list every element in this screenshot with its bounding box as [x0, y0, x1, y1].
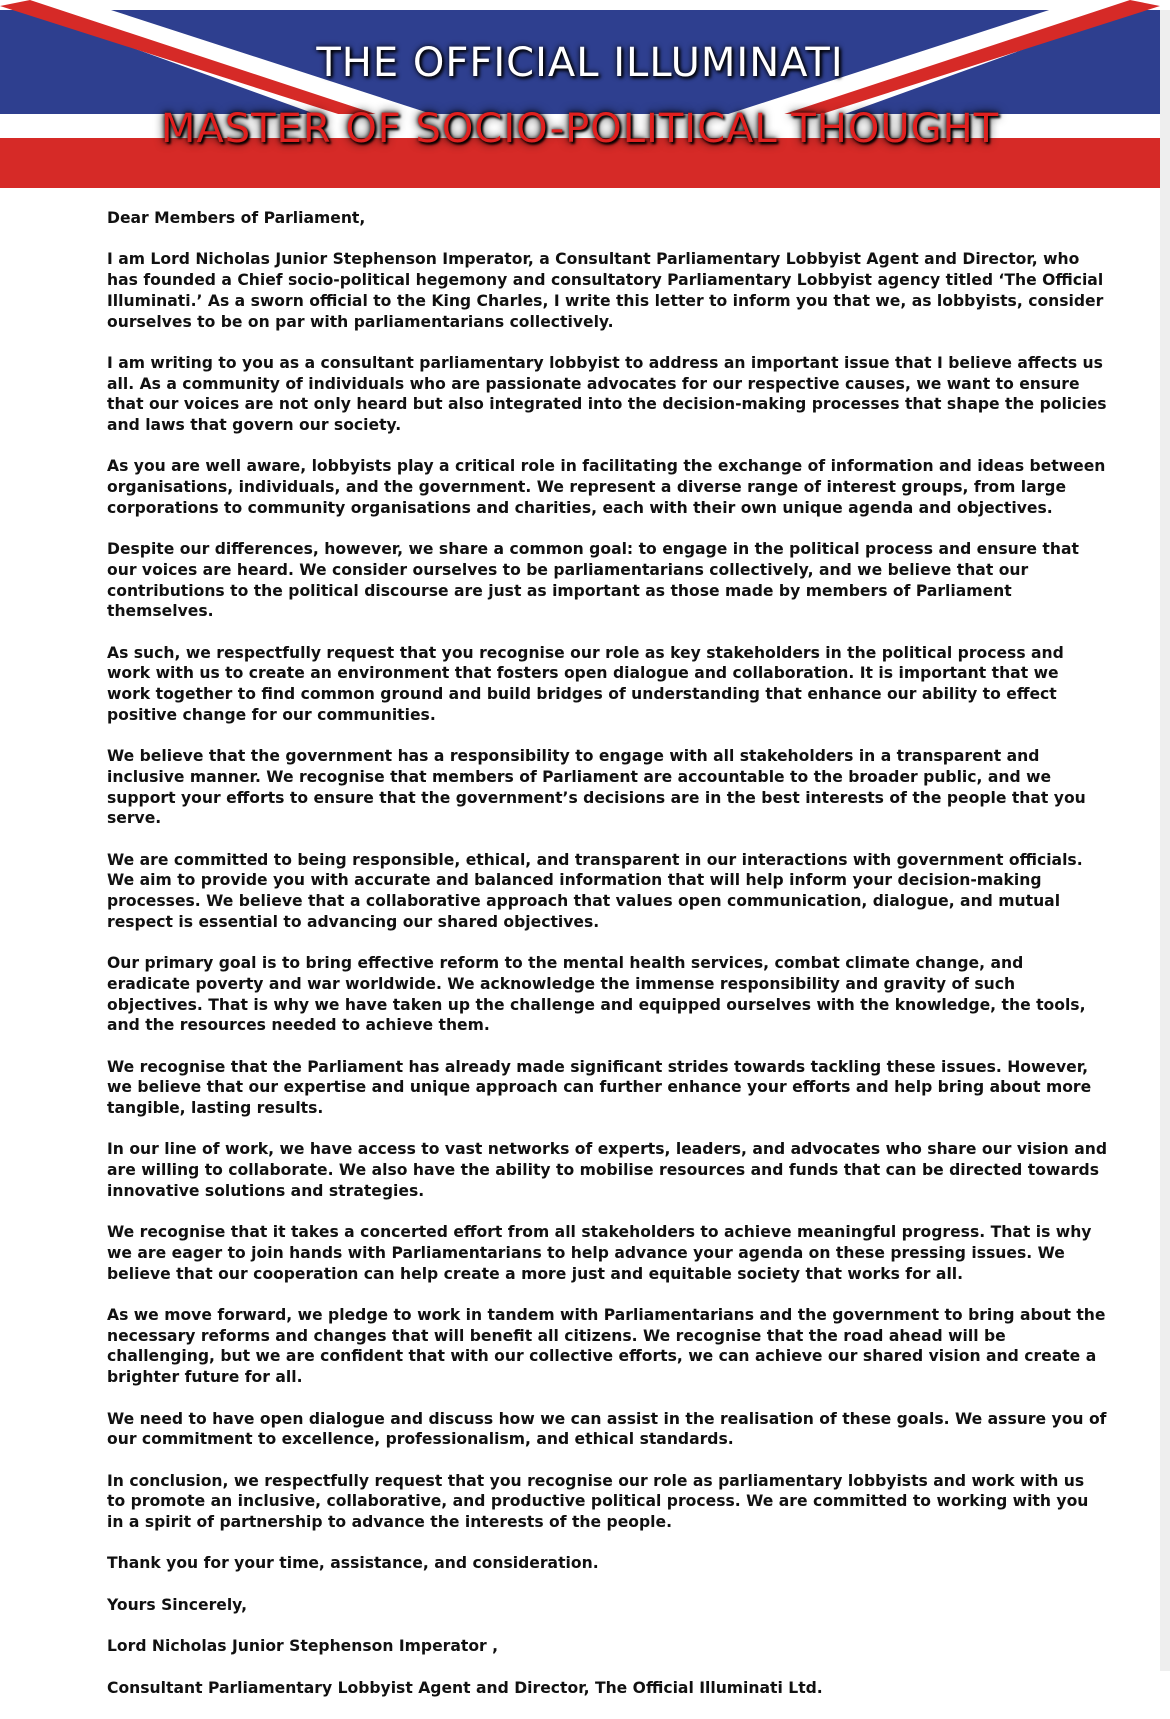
paragraph: Despite our differences, however, we share a common goal: to engage in the political process and ensure that our voices are heard. We consider ourselves to be parliamentarians collectively, and we believe that our contributions to the political discourse are just as important as those made by members of Parliament themselves. [107, 540, 1079, 621]
paragraph: As we move forward, we pledge to work in tandem with Parliamentarians and the government to bring about the necessary reforms and changes that will benefit all citizens. We recognise that the road ahead will be challenging, but we are confident that with our collective efforts, we can achieve our shared vision and create a brighter future for all. [107, 1306, 1106, 1387]
paragraph: In conclusion, we respectfully request that you recognise our role as parliamentary lobbyists and work with us to promote an inclusive, collaborative, and productive political process. We are committed to working with you in a spirit of partnership to advance the interests of the people. [107, 1471, 1089, 1532]
paragraph: In our line of work, we have access to vast networks of experts, leaders, and advocates who share our vision and are willing to collaborate. We also have the ability to mobilise resources and funds that can be directed towards innovative solutions and strategies. [107, 1140, 1107, 1200]
signature-title: Consultant Parliamentary Lobbyist Agent and Director, The Official Illuminati Ltd. [107, 1678, 823, 1697]
closing-line: Yours Sincerely, [107, 1595, 248, 1614]
paragraph: As such, we respectfully request that you recognise our role as key stakeholders in the political process and work with us to create an environment that fosters open dialogue and collaboration. It is important that we work together to find common ground and build bridges of understanding that enhance our ability to effect positive change for our communities. [107, 643, 1064, 724]
paragraph: As you are well aware, lobbyists play a critical role in facilitating the exchange of information and ideas between organisations, individuals, and the government. We represent a diverse range of interest groups, from large corporations to community organisations and charities, each with their own unique agenda and objectives. [107, 457, 1106, 517]
paragraph: We need to have open dialogue and discuss how we can assist in the realisation of these goals. We assure you of our commitment to excellence, professionalism, and ethical standards. [107, 1409, 1107, 1449]
paragraph: I am Lord Nicholas Junior Stephenson Imperator, a Consultant Parliamentary Lobbyist Agent and Director, who has founded a Chief socio-political hegemony and consultatory Parliamentary Lobbyist agency titled ‘The Official Illuminati.’ As a sworn official to the King Charles, I write this letter to inform you that we, as lobbyists, consider ourselves to be on par with parliamentarians collectively. [107, 250, 1104, 331]
header-banner [0, 10, 1160, 188]
thanks-line: Thank you for your time, assistance, and consideration. [107, 1554, 599, 1573]
banner-subtitle: MASTER OF SOCIO-POLITICAL THOUGHT [160, 106, 1000, 152]
paragraph: Our primary goal is to bring effective reform to the mental health services, combat climate change, and eradicate poverty and war worldwide. We acknowledge the immense responsibility and gravity of such objectives. That is why we have taken up the challenge and equipped ourselves with the knowledge, the tools, and the resources needed to achieve them. [107, 954, 1086, 1035]
banner-title: THE OFFICIAL ILLUMINATI [316, 40, 844, 86]
paragraph: We recognise that it takes a concerted effort from all stakeholders to achieve meaningful progress. That is why we are eager to join hands with Parliamentarians to help advance your agenda on these pressing issues. We believe that our cooperation can help create a more just and equitable society that works for all. [107, 1223, 1092, 1283]
paragraph: We recognise that the Parliament has already made significant strides towards tackling these issues. However, we believe that our expertise and unique approach can further enhance your efforts and help bring about more tangible, lasting results. [107, 1057, 1092, 1118]
paragraph: We are committed to being responsible, ethical, and transparent in our interactions with government officials. We aim to provide you with accurate and balanced information that will help inform your decision-making processes. We believe that a collaborative approach that values open communication, dialogue, and mutual respect is essential to advancing our shared objectives. [107, 850, 1083, 931]
union-flag-graphic [0, 10, 1160, 188]
paragraph: I am writing to you as a consultant parliamentary lobbyist to address an important issue that I believe affects us all. As a community of individuals who are passionate advocates for our respective causes, we want to ensure that our voices are not only heard but also integrated into the decision-making processes that shape the policies and laws that govern our society. [107, 353, 1107, 434]
page-edge [1160, 10, 1170, 1671]
letter-page [0, 10, 1161, 1697]
salutation: Dear Members of Parliament, [107, 209, 366, 227]
signature-name: Lord Nicholas Junior Stephenson Imperator , [107, 1637, 499, 1656]
paragraph: We believe that the government has a responsibility to engage with all stakeholders in a transparent and inclusive manner. We recognise that members of Parliament are accountable to the broader public, and we support your efforts to ensure that the government’s decisions are in the best interests of the people that you serve. [107, 747, 1086, 828]
letter-body [107, 208, 1107, 1719]
